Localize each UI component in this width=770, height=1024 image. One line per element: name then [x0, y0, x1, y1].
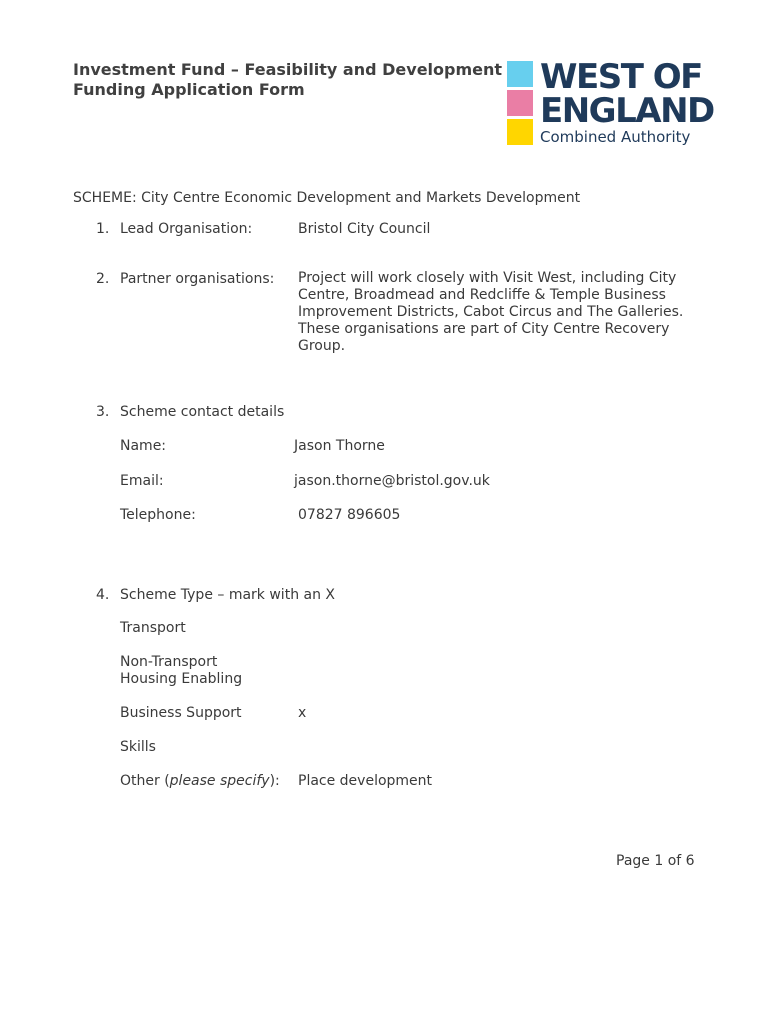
option-housing-enabling: Housing Enabling — [120, 671, 243, 687]
title-line-1: Investment Fund – Feasibility and Development — [73, 60, 503, 79]
other-italic: please specify — [169, 773, 270, 789]
option-other-value: Place development — [298, 773, 433, 789]
option-skills: Skills — [120, 739, 156, 755]
business-support-mark: x — [298, 705, 307, 721]
logo-square-yellow — [507, 119, 533, 145]
logo-word-england: ENGLAND — [540, 91, 714, 131]
contact-name-label: Name: — [120, 438, 167, 454]
scheme-heading: SCHEME: City Centre Economic Development and Markets Development — [73, 190, 581, 206]
contact-email-value: jason.thorne@bristol.gov.uk — [294, 473, 490, 489]
partners-value: Project will work closely with Visit West, including City Centre, Broadmead and Redcliffe & Temple Business Improvement Districts, Cabot Circus and The Galleries. These organisations are part of City Centre Recovery Group. — [298, 270, 684, 354]
title-line-2: Funding Application Form — [73, 80, 305, 99]
contact-phone-value: 07827 896605 — [298, 507, 401, 523]
other-prefix: Other ( — [120, 773, 170, 789]
section-number-2: 2. — [96, 271, 110, 287]
scheme-type-heading: Scheme Type – mark with an X — [120, 587, 336, 603]
contact-phone-label: Telephone: — [120, 507, 196, 523]
contact-email-label: Email: — [120, 473, 164, 489]
option-transport: Transport — [120, 620, 186, 636]
logo-subtitle: Combined Authority — [540, 128, 691, 146]
section-number-3: 3. — [96, 404, 110, 420]
page-title — [73, 60, 502, 100]
contact-name-value: Jason Thorne — [294, 438, 385, 454]
section-number-4: 4. — [96, 587, 110, 603]
option-non-transport: Non-Transport — [120, 654, 218, 670]
lead-org-value: Bristol City Council — [298, 221, 431, 237]
contact-heading: Scheme contact details — [120, 404, 285, 420]
logo-square-blue — [507, 61, 533, 87]
page-number: Page 1 of 6 — [616, 853, 695, 869]
option-other-label — [120, 772, 280, 790]
logo-word-west-of: WEST OF — [540, 57, 702, 97]
section-number-1: 1. — [96, 221, 110, 237]
lead-org-label: Lead Organisation: — [120, 221, 253, 237]
partners-label: Partner organisations: — [120, 271, 275, 287]
option-business-support: Business Support — [120, 705, 242, 721]
logo-square-pink — [507, 90, 533, 116]
other-suffix: ): — [269, 773, 280, 789]
